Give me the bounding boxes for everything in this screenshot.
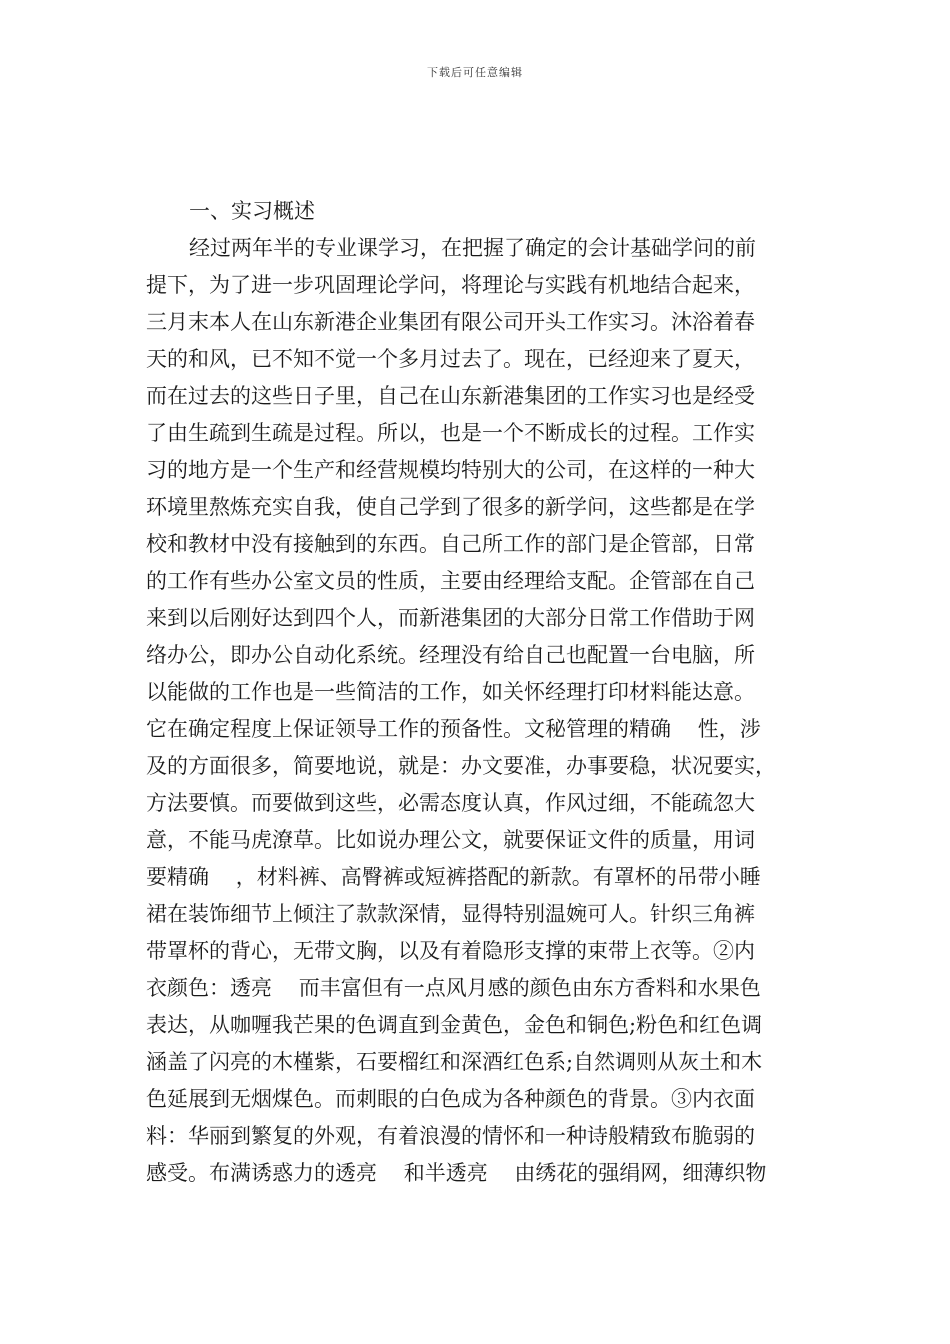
paragraph-line: 习的地方是一个生产和经营规模均特别大的公司，在这样的一种大 bbox=[146, 458, 755, 482]
paragraph-line: 天的和风，已不知不觉一个多月过去了。现在，已经迎来了夏天， bbox=[146, 347, 755, 371]
paragraph-line: 料：华丽到繁复的外观，有着浪漫的情怀和一种诗般精致布脆弱的 bbox=[146, 1124, 755, 1148]
paragraph-line: 以能做的工作也是一些简洁的工作，如关怀经理打印材料能达意。 bbox=[146, 680, 755, 704]
paragraph-line: 经过两年半的专业课学习，在把握了确定的会计基础学问的前 bbox=[189, 236, 756, 260]
paragraph-line: 提下，为了进一步巩固理论学问，将理论与实践有机地结合起来， bbox=[146, 273, 755, 297]
paragraph-line: 及的方面很多，简要地说，就是：办文要准，办事要稳，状况要实， bbox=[146, 754, 776, 778]
paragraph-line: 感受。布满诱惑力的透亮 和半透亮 由绣花的强绢网，细薄织物 bbox=[146, 1161, 767, 1185]
paragraph-line: 来到以后刚好达到四个人，而新港集团的大部分日常工作借助于网 bbox=[146, 606, 755, 630]
paragraph-line: 裙在装饰细节上倾注了款款深情，显得特别温婉可人。针织三角裤 bbox=[146, 902, 755, 926]
paragraph-line: 要精确 ，材料裤、高臀裤或短裤搭配的新款。有罩杯的吊带小睡 bbox=[146, 865, 761, 889]
paragraph-line: 衣颜色：透亮 而丰富但有一点风月感的颜色由东方香料和水果色 bbox=[146, 976, 761, 1000]
paragraph-line: 校和教材中没有接触到的东西。自己所工作的部门是企管部，日常 bbox=[146, 532, 755, 556]
section-heading: 一、实习概述 bbox=[189, 199, 315, 223]
document-body bbox=[146, 193, 806, 1192]
paragraph-line: 色延展到无烟煤色。而刺眼的白色成为各种颜色的背景。③内衣面 bbox=[146, 1087, 755, 1111]
paragraph-line: 它在确定程度上保证领导工作的预备性。文秘管理的精确 性，涉 bbox=[146, 717, 761, 741]
paragraph-line: 络办公，即办公自动化系统。经理没有给自己也配置一台电脑，所 bbox=[146, 643, 755, 667]
paragraph-line: 了由生疏到生疏是过程。所以，也是一个不断成长的过程。工作实 bbox=[146, 421, 755, 445]
paragraph-line: 意，不能马虎潦草。比如说办理公文，就要保证文件的质量，用词 bbox=[146, 828, 755, 852]
page-header: 下载后可任意编辑 bbox=[427, 66, 523, 79]
paragraph-line: 而在过去的这些日子里，自己在山东新港集团的工作实习也是经受 bbox=[146, 384, 755, 408]
paragraph-line: 的工作有些办公室文员的性质，主要由经理给支配。企管部在自己 bbox=[146, 569, 755, 593]
paragraph-line: 三月末本人在山东新港企业集团有限公司开头工作实习。沐浴着春 bbox=[146, 310, 755, 334]
paragraph-line: 表达，从咖喱我芒果的色调直到金黄色，金色和铜色;粉色和红色调 bbox=[146, 1013, 763, 1037]
paragraph-line: 涵盖了闪亮的木槿紫，石要榴红和深酒红色系;自然调则从灰土和木 bbox=[146, 1050, 763, 1074]
paragraph-line: 方法要慎。而要做到这些，必需态度认真，作风过细，不能疏忽大 bbox=[146, 791, 755, 815]
paragraph-line: 带罩杯的背心，无带文胸，以及有着隐形支撑的束带上衣等。②内 bbox=[146, 939, 755, 963]
paragraph-line: 环境里熬炼充实自我，使自己学到了很多的新学问，这些都是在学 bbox=[146, 495, 755, 519]
